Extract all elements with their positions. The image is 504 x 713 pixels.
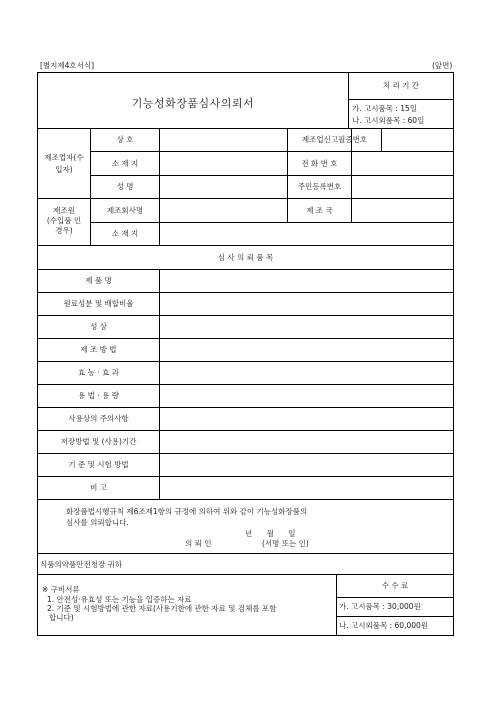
- manufacturer-group-label: 제조업자(수: [44, 153, 84, 162]
- country-label: 제 조 국: [306, 206, 333, 215]
- name-label: 성 명: [116, 182, 134, 191]
- country-field[interactable]: [352, 199, 453, 221]
- item-value-field[interactable]: [160, 293, 453, 315]
- item-value-field[interactable]: [160, 270, 453, 292]
- form-title: 기능성화장품심사의뢰서: [131, 97, 255, 110]
- company-name-label: 제조회사명: [106, 206, 144, 215]
- address-label: 소 재 지: [111, 159, 139, 168]
- item-value-field[interactable]: [160, 477, 453, 499]
- resident-number-label: 주민등록번호: [297, 182, 342, 191]
- resident-number-field[interactable]: [352, 176, 453, 198]
- origin-address-label: 소 재 지: [111, 229, 139, 238]
- address-field[interactable]: [160, 152, 287, 174]
- item-value-field[interactable]: [160, 454, 453, 476]
- item-label: 제 조 방 법: [80, 345, 117, 354]
- addressee: 식품의약품안전청장 귀하: [40, 560, 123, 569]
- trade-name-field[interactable]: [160, 129, 287, 151]
- license-number-field[interactable]: [382, 129, 453, 151]
- fee-title: 수 수 료: [381, 581, 409, 590]
- origin-group-label-2: (수입품 인: [46, 216, 82, 225]
- item-label: 비 고: [90, 483, 107, 492]
- signature-note: (서명 또는 인): [262, 539, 309, 548]
- item-label: 사용상의 주의사항: [68, 414, 129, 423]
- items-header: 심 사 의 뢰 품 목: [217, 253, 274, 262]
- item-label: 용 법 · 용 량: [78, 391, 119, 400]
- processing-period-other: 나. 고시외품목 : 60일: [352, 116, 425, 125]
- phone-label: 전 화 번 호: [301, 159, 338, 168]
- processing-period-title: 처 리 기 간: [382, 81, 420, 90]
- required-documents-title: ※ 구비서류: [42, 585, 80, 594]
- fee-other-items: 나. 고시외품목 : 60,000원: [339, 621, 429, 630]
- required-document-item: 1. 안전성·유효성 또는 기능을 입증하는 자료: [47, 595, 192, 604]
- item-value-field[interactable]: [160, 385, 453, 407]
- origin-group-label: 제조원: [53, 206, 75, 215]
- required-document-item-continued: 합니다): [49, 613, 74, 622]
- statement-line-1: 화장품법시행규칙 제6조제1항의 규정에 의하여 위와 같이 기능성화장품의: [66, 507, 308, 516]
- company-name-field[interactable]: [160, 199, 287, 221]
- license-number-label: 제조업신고필증번호: [301, 135, 368, 144]
- requester-label: 의 뢰 인: [185, 539, 212, 548]
- trade-name-label: 상 호: [116, 135, 134, 144]
- item-value-field[interactable]: [160, 431, 453, 453]
- page-side-label: (앞면): [432, 61, 453, 70]
- item-value-field[interactable]: [160, 408, 453, 430]
- item-label: 성 상: [90, 322, 107, 331]
- processing-period-notified: 가. 고시품목 : 15일: [352, 104, 418, 113]
- item-label: 원료성분 및 배합비율: [63, 299, 134, 308]
- item-value-field[interactable]: [160, 339, 453, 361]
- fee-notified-items: 가. 고시품목 : 30,000원: [339, 602, 421, 611]
- item-label: 효 능 · 효 과: [78, 368, 119, 377]
- required-document-item: 2. 기준 및 시험방법에 관한 자료(사용기한에 관한 자료 및 검체를 포함: [47, 604, 277, 613]
- form-number: [별지제4호서식]: [40, 61, 95, 70]
- origin-group-label-3: 경우): [55, 226, 73, 235]
- item-value-field[interactable]: [160, 362, 453, 384]
- manufacturer-group-label-2: 입자): [55, 165, 73, 174]
- phone-field[interactable]: [352, 152, 453, 174]
- item-value-field[interactable]: [160, 316, 453, 338]
- request-date: 년 월 일: [245, 529, 296, 538]
- item-label: 저장방법 및 (사용)기간: [60, 437, 137, 446]
- item-label: 기 준 및 시험 방법: [68, 460, 129, 469]
- name-field[interactable]: [160, 176, 287, 198]
- statement-line-2: 심사를 의뢰합니다.: [66, 518, 129, 527]
- origin-address-field[interactable]: [160, 223, 453, 244]
- item-label: 제 품 명: [85, 276, 112, 285]
